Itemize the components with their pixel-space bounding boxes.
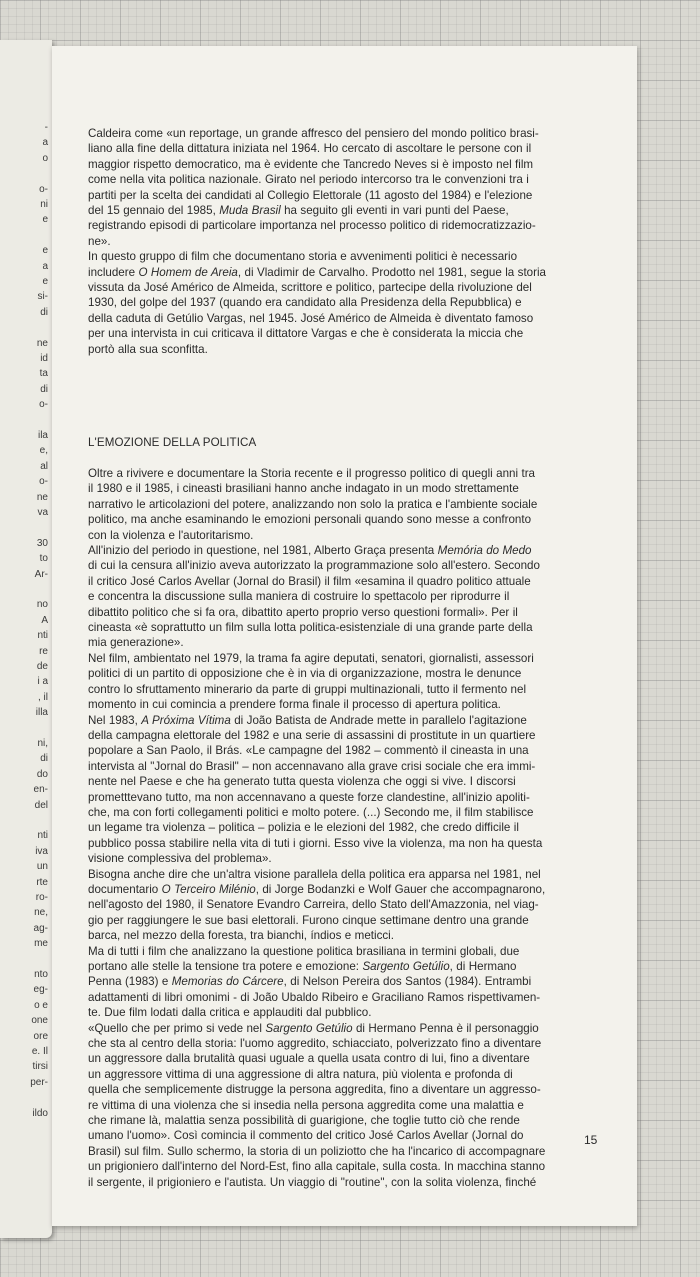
film-title: Memorias do Cárcere [171, 975, 284, 989]
previous-page-fragment: illa [35, 707, 48, 719]
previous-page-edge [0, 40, 52, 1238]
previous-page-fragment: nti [37, 830, 48, 842]
paragraph-text: , di Jorge Bodanzki e Wolf Gauer che accompagnarono, nell'agosto del 1980, il Senatore Evandro Carreira, dello Stato dell'Amazzonia, nel viag- gio per raggiungere le sue basi elettorali. Furono cinque settimane dentro una grande barca, nel mezzo della foresta, tra bianchi, índios e meticci. [88, 882, 546, 943]
article-paragraph [88, 713, 606, 867]
previous-page-fragment: o- [39, 183, 48, 195]
previous-page-fragment: A [41, 614, 48, 626]
previous-page-fragment: ag- [33, 922, 48, 934]
previous-page-fragment: del [34, 799, 48, 811]
previous-page-fragment: va [37, 507, 48, 518]
film-title: A Próxima Vítima [141, 713, 231, 727]
previous-page-fragment: to [39, 553, 48, 565]
previous-page-fragment: di [40, 753, 48, 765]
previous-page-fragment: iva [35, 845, 48, 857]
previous-page-fragment: di [40, 306, 48, 318]
previous-page-fragment: en- [33, 784, 48, 796]
previous-page-fragment: 30 [36, 537, 48, 549]
previous-page-fragment: no [36, 599, 48, 611]
paragraph-text: «Quello che per primo si vede nel [88, 1021, 266, 1035]
article-paragraph [88, 466, 606, 543]
previous-page-fragment: e. Il [31, 1046, 48, 1057]
book-page [52, 46, 637, 1226]
previous-page-fragment: de [36, 661, 48, 672]
previous-page-fragment: e, [39, 445, 48, 457]
article-paragraph [88, 944, 606, 1021]
previous-page-fragment: ni, [37, 738, 48, 749]
film-title: Sargento Getúlio [265, 1021, 353, 1035]
previous-page-fragment: ta [39, 368, 48, 380]
previous-page-fragment: e [42, 276, 48, 287]
paragraph-text: Ma di tutti i film che analizzano la questione politica brasiliana in termini globali, due portano alle stelle la tensione tra potere e emozione: [88, 944, 520, 973]
film-title: Sargento Getúlio [362, 960, 450, 973]
film-title: O Homem de Areia [138, 265, 238, 279]
previous-page-fragment: ore [33, 1030, 48, 1042]
paragraph-text: , di Vladimir de Carvalho. Prodotto nel 1981, segue la storia vissuta da José Américo de Almeida, scrittore e politico, partecipe della rivoluzione del 1930, del golpe del 1937 (quando era candidato alla Presidenza della Repubblica) e della caduta di Getúlio Vargas, nel 1945. José Américo de Almeida è diventato famoso per una intervista in cui criticava il dittatore Vargas e che è considerata la miccia che portò alla sua sconfitta. [88, 265, 547, 356]
previous-page-fragment: a [42, 260, 48, 272]
article-paragraph [88, 543, 606, 651]
paragraph-text: Bisogna anche dire che un'altra visione parallela della politica era apparsa nel 1981, nel documentario [88, 867, 541, 896]
previous-page-fragment: me [34, 938, 48, 950]
film-title: O Terceiro Milénio [161, 882, 256, 896]
previous-page-fragment: ne [36, 491, 48, 503]
article-paragraph [88, 249, 606, 357]
previous-page-fragment: di [40, 383, 48, 395]
previous-page-fragment: si- [37, 291, 48, 303]
previous-page-fragment: a [42, 137, 48, 149]
previous-page-fragment: per- [30, 1076, 48, 1088]
paragraph-text: , di Nelson Pereira dos Santos (1984). Entrambi adattamenti di libri omonimi - di João Ubaldo Ribeiro e Graciliano Ramos rispettivamen- te. Due film lodati dalla critica e applauditi dal pubblico. [88, 975, 541, 1020]
previous-page-fragment: o- [39, 476, 48, 488]
paragraph-text: Caldeira come «un reportage, un grande affresco del pensiero del mondo politico brasi- liano alla fine della dittatura iniziata nel 1964. Ho cercato di ascoltare le persone con il maggior rispetto democratico, ma è evidente che Tancredo Neves si è imposto nel film come nella vita politica nazionale. Girato nel periodo intercorso tra le convenzioni tra i partiti per la scelta dei candidati al Collegio Elettorale (11 agosto del 1984) e l'elezione del 15 gennaio del 1985, [88, 127, 539, 218]
paragraph-text: In questo gruppo di film che documentano storia e avvenimenti politici è necessario includere [88, 250, 518, 279]
previous-page-fragment: - [44, 122, 48, 133]
previous-page-fragment: re [39, 645, 48, 657]
previous-page-fragment: o [42, 152, 48, 164]
previous-page-fragment: un [36, 861, 48, 873]
previous-page-fragment: nti [37, 630, 48, 642]
section-heading: L'EMOZIONE DELLA POLITICA [88, 436, 257, 449]
previous-page-fragment: ildo [32, 1107, 48, 1119]
previous-page-fragment: nto [34, 969, 48, 980]
paragraph-text: All'inizio del periodo in questione, nel 1981, Alberto Graça presenta [88, 544, 438, 558]
previous-page-fragment: ne [36, 337, 48, 349]
previous-page-fragment: ni [40, 199, 48, 210]
article-paragraph [88, 867, 606, 944]
previous-page-fragment: id [40, 353, 48, 364]
previous-page-fragment: al [40, 460, 48, 472]
paragraph-text: ha seguito gli eventi in vari punti del Paese, registrando episodi di particolare importanza nel processo politico di ridemocratizzazio- ne». [88, 204, 536, 248]
previous-page-fragment: , il [38, 691, 48, 703]
paragraph-text: di Hermano Penna è il personaggio che sta al centro della storia: l'uomo aggredito, schiacciato, polverizzato fino a diventare un aggressore dalla brutalità quasi uguale a quella usata contro di lui, fino a diventare un aggressore vittima di una aggressione di altra natura, più violenta e profonda di quella che semplicemente distrugge la persona aggredita, fino a diventare un aggresso- re vittima di una violenza che si insedia nella persona aggredita come una malattia e che rimane là, malattia senza possibilità di guarigione, che toglie tutto ciò che rende umano l'uomo». Così comincia il commento del critico José Carlos Avellar (Jornal do Brasil) sul film. Sullo schermo, la storia di un poliziotto che ha l'incarico di accompagnare un prigioniero dall'interno del Nord-Est, fino alla capitale, sulla costa. In macchina stanno il sergente, il prigioniero e l'autista. Un viaggio di "routine", con la solita violenza, finché [88, 1021, 546, 1189]
paragraph-text: Nel 1983, [88, 713, 142, 727]
film-title: Memória do Medo [437, 544, 532, 558]
previous-page-fragment: do [36, 768, 48, 780]
article-text-top [88, 126, 606, 357]
previous-page-fragment: Ar- [34, 568, 48, 580]
paragraph-text: , di Hermano Penna (1983) e [88, 960, 517, 989]
previous-page-fragment: o e [34, 999, 48, 1011]
previous-page-fragment: e [42, 214, 48, 226]
previous-page-fragment: ila [37, 430, 48, 441]
previous-page-fragment: one [31, 1015, 48, 1027]
film-title: Muda Brasil [219, 204, 281, 218]
previous-page-fragment: tirsi [32, 1061, 48, 1073]
article-text-bottom [88, 466, 606, 1190]
previous-page-fragment: ro- [35, 892, 48, 903]
previous-page-fragment: e [42, 245, 48, 257]
paragraph-text: di cui la censura all'inizio aveva autorizzato la programmazione solo all'estero. Secondo il critico José Carlos Avellar (Jornal do Brasil) il film «esamina il quadro politico attuale e concentra la discussione sulla maniera di costruire lo spettacolo per riprodurre il dibattito politico che si fa ora, dibattito aperto proprio verso questioni formali». Per il cineasta «è soprattutto un film sulla lotta politica-esistenziale di una grande parte della mia generazione». [88, 559, 540, 650]
paragraph-text: di João Batista de Andrade mette in parallelo l'agitazione della campagna elettorale del 1982 e una serie di assassini di prostitute in un quartiere popolare a San Paolo, il Brás. «Le campagne del 1982 – commentò il cineasta in una intervista al "Jornal do Brasil" – non accennavano alla grave crisi sociale che era immi- nente nel Paese e che ha generato tutta questa violenza che oggi si vive. I discorsi prometttevano tutto, ma non accennavano a queste forze clandestine, all'inizio apoliti- che, ma con forti collegamenti politici e molto potere. (...) Secondo me, il film stabilisce un legame tra violenza – politica – polizia e le elezioni del 1982, che credo difficile il pubblico possa stabilire nella vita di tuti i giorni. Esso vive la violenza, ma non ha questa visione complessiva del problema». [88, 713, 543, 866]
previous-page-fragment: eg- [33, 984, 48, 996]
paragraph-text: Nel film, ambientato nel 1979, la trama fa agire deputati, senatori, giornalisti, assessori politici di un partito di opposizione che è in via di organizzazione, mostra le denunce contro lo sfruttamento minerario da parte di gruppi multinazionali, tutto il fermento nel momento in cui comincia a prendere forma finale il processo di apertura politica. [88, 651, 534, 712]
previous-page-fragment: i a [37, 676, 48, 688]
previous-page-fragment: rte [36, 876, 48, 888]
article-paragraph [88, 1021, 606, 1190]
article-paragraph [88, 651, 606, 713]
article-paragraph [88, 126, 606, 249]
page-number: 15 [584, 1133, 598, 1147]
previous-page-fragment: o- [39, 399, 48, 411]
paragraph-text: Oltre a rivivere e documentare la Storia recente e il progresso politico di quegli anni tra il 1980 e il 1985, i cineasti brasiliani hanno anche indagato in un modo strettamente narrativo le articolazioni del potere, analizzando non solo la pratica e l'ambiente sociale politico, ma anche esaminando le emozioni personali quando sono messe a confronto con la violenza e l'autoritarismo. [88, 467, 538, 542]
previous-page-fragment: ne, [34, 907, 48, 919]
